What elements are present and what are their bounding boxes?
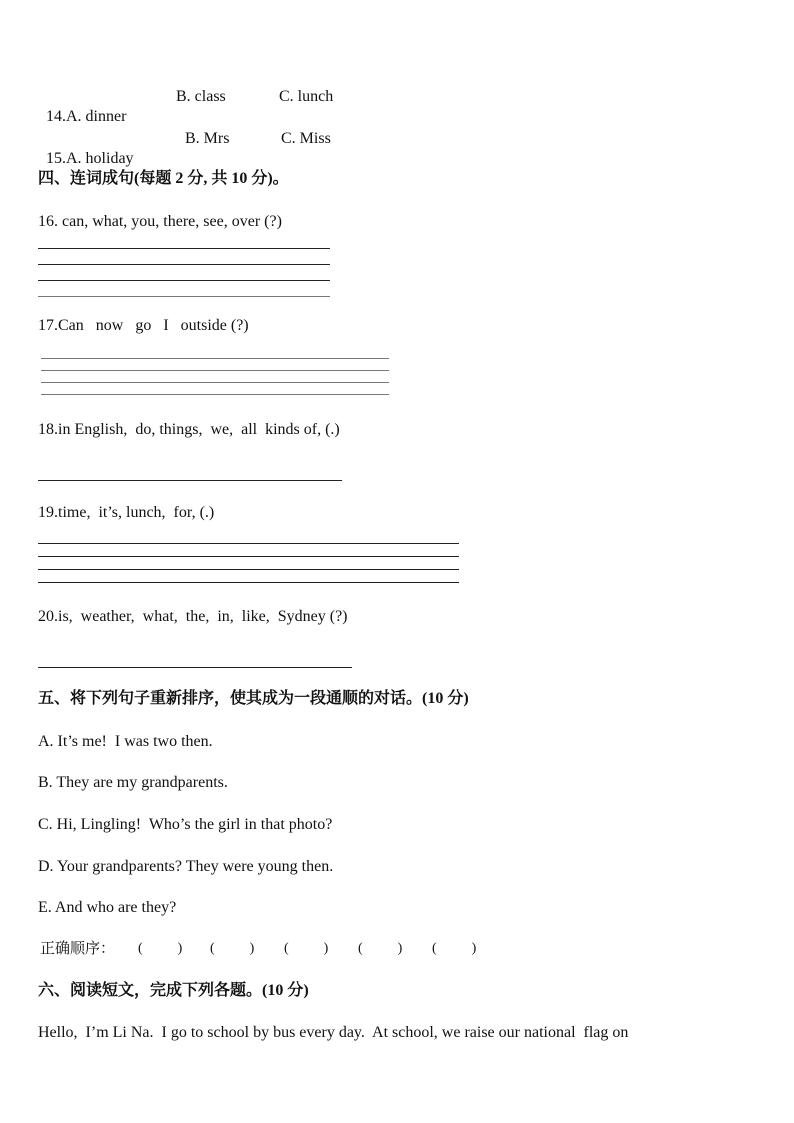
answer-line[interactable]	[38, 582, 459, 583]
question-14	[38, 87, 126, 127]
question-number: 14.	[46, 108, 66, 125]
answer-line[interactable]	[38, 248, 330, 249]
dialogue-sentence-c: C. Hi, Lingling! Who’s the girl in that photo?	[38, 816, 333, 833]
answer-line[interactable]	[38, 667, 352, 668]
answer-line[interactable]	[38, 264, 330, 265]
order-blank-2[interactable]: ( )	[210, 941, 255, 956]
option-b: B. class	[176, 88, 226, 105]
answer-line[interactable]	[38, 543, 459, 544]
answer-line[interactable]	[41, 358, 389, 359]
option-c: C. lunch	[279, 88, 334, 105]
dialogue-sentence-d: D. Your grandparents? They were young then.	[38, 858, 334, 875]
section-4-heading: 四、连词成句(每题 2 分, 共 10 分)。	[38, 170, 289, 187]
question-17: 17.Can now go I outside (?)	[38, 317, 249, 334]
answer-line[interactable]	[38, 296, 330, 297]
question-20: 20.is, weather, what, the, in, like, Sydney (?)	[38, 608, 348, 625]
question-18: 18.in English, do, things, we, all kinds of, (.)	[38, 421, 340, 438]
section-5-heading: 五、将下列句子重新排序，使其成为一段通顺的对话。(10 分)	[38, 690, 469, 707]
question-16: 16. can, what, you, there, see, over (?)	[38, 213, 282, 230]
section-6-heading: 六、阅读短文，完成下列各题。(10 分)	[38, 982, 309, 999]
answer-line[interactable]	[38, 480, 342, 481]
answer-line[interactable]	[38, 569, 459, 570]
question-15	[38, 129, 134, 169]
answer-line[interactable]	[38, 280, 330, 281]
order-blank-3[interactable]: ( )	[284, 941, 329, 956]
dialogue-sentence-a: A. It’s me! I was two then.	[38, 733, 213, 750]
order-blank-5[interactable]: ( )	[432, 941, 477, 956]
answer-line[interactable]	[41, 382, 389, 383]
answer-line[interactable]	[41, 394, 389, 395]
option-a: A. dinner	[66, 108, 127, 125]
order-blank-1[interactable]: ( )	[138, 941, 183, 956]
order-label: 正确顺序：	[40, 941, 116, 957]
dialogue-sentence-b: B. They are my grandparents.	[38, 774, 228, 791]
question-19: 19.time, it’s, lunch, for, (.)	[38, 504, 215, 521]
dialogue-sentence-e: E. And who are they?	[38, 899, 177, 916]
answer-line[interactable]	[41, 370, 389, 371]
order-blank-4[interactable]: ( )	[358, 941, 403, 956]
option-c: C. Miss	[281, 130, 331, 147]
option-b: B. Mrs	[185, 130, 230, 147]
reading-passage: Hello, I’m Li Na. I go to school by bus every day. At school, we raise our national flag on	[38, 1024, 629, 1041]
option-a: A. holiday	[66, 150, 134, 167]
question-number: 15.	[46, 150, 66, 167]
answer-line[interactable]	[38, 556, 459, 557]
